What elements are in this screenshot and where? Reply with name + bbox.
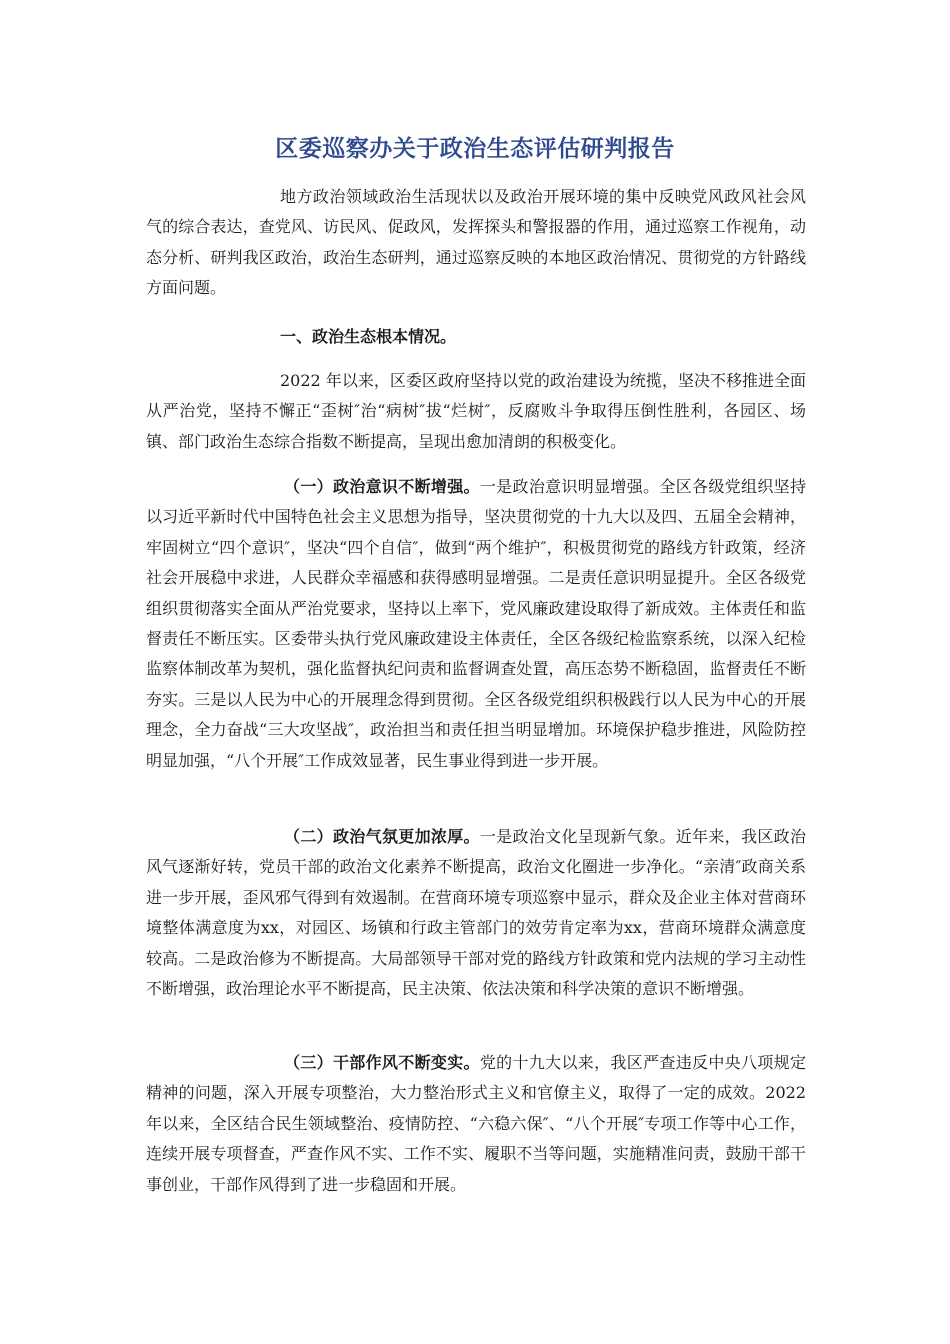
section-1-text: 2022 年以来，区委区政府坚持以党的政治建设为统揽，坚决不移推进全面从严治党，坚持不懈正“歪树″治“病树″拔“烂树″，反腐败斗争取得压倒性胜利，各园区、场镇、部门政治生态综合指数不断提高，呈现出愈加清朗的积极变化。 (146, 371, 806, 451)
subsection-1-paragraph (146, 472, 806, 776)
subsection-3-paragraph (146, 1048, 806, 1200)
subsection-2-paragraph (146, 822, 806, 1004)
subsection-1-heading: （一）政治意识不断增强。 (284, 477, 480, 496)
subsection-2-heading: （二）政治气氛更加浓厚。 (284, 827, 480, 846)
section-1-paragraph (146, 366, 806, 457)
subsection-2-text: 一是政治文化呈现新气象。近年来，我区政治风气逐渐好转，党员干部的政治文化素养不断提高，政治文化圈进一步净化。“亲清″政商关系进一步开展，歪风邪气得到有效遏制。在营商环境专项巡察中显示，群众及企业主体对营商环境整体满意度为xx，对园区、场镇和行政主管部门的效劳肯定率为xx，营商环境群众满意度较高。二是政治修为不断提高。大局部领导干部对党的路线方针政策和党内法规的学习主动性不断增强，政治理论水平不断提高，民主决策、依法决策和科学决策的意识不断增强。 (146, 827, 806, 999)
document-title: 区委巡察办关于政治生态评估研判报告 (275, 136, 675, 162)
section-1-heading (146, 322, 806, 352)
section-1-heading-text: 一、政治生态根本情况。 (280, 327, 457, 346)
subsection-1-text: 一是政治意识明显增强。全区各级党组织坚持以习近平新时代中国特色社会主义思想为指导，坚决贯彻党的十九大以及四、五届全会精神，牢固树立“四个意识″，坚决“四个自信″，做到“两个维护″，积极贯彻党的路线方针政策，经济社会开展稳中求进，人民群众幸福感和获得感明显增强。二是责任意识明显提升。全区各级党组织贯彻落实全面从严治党要求，坚持以上率下，党风廉政建设取得了新成效。主体责任和监督责任不断压实。区委带头执行党风廉政建设主体责任，全区各级纪检监察系统，以深入纪检监察体制改革为契机，强化监督执纪问责和监督调查处置，高压态势不断稳固，监督责任不断夯实。三是以人民为中心的开展理念得到贯彻。全区各级党组织积极践行以人民为中心的开展理念，全力奋战“三大攻坚战″，政治担当和责任担当明显增加。环境保护稳步推进，风险防控明显加强，“八个开展″工作成效显著，民生事业得到进一步开展。 (146, 477, 806, 770)
subsection-3-text: 党的十九大以来，我区严查违反中央八项规定精神的问题，深入开展专项整治，大力整治形式主义和官僚主义，取得了一定的成效。2022年以来，全区结合民生领域整治、疫情防控、“六稳六保″、“八个开展″专项工作等中心工作，连续开展专项督查，严查作风不实、工作不实、履职不当等问题，实施精准问责，鼓励干部干事创业，干部作风得到了进一步稳固和开展。 (146, 1053, 806, 1194)
intro-text: 地方政治领域政治生活现状以及政治开展环境的集中反映党风政风社会风气的综合表达，查党风、访民风、促政风，发挥探头和警报器的作用，通过巡察工作视角，动态分析、研判我区政治，政治生态研判，通过巡察反映的本地区政治情况、贯彻党的方针路线方面问题。 (146, 187, 806, 298)
subsection-3-heading: （三）干部作风不断变实。 (284, 1053, 480, 1072)
intro-paragraph (146, 182, 806, 304)
